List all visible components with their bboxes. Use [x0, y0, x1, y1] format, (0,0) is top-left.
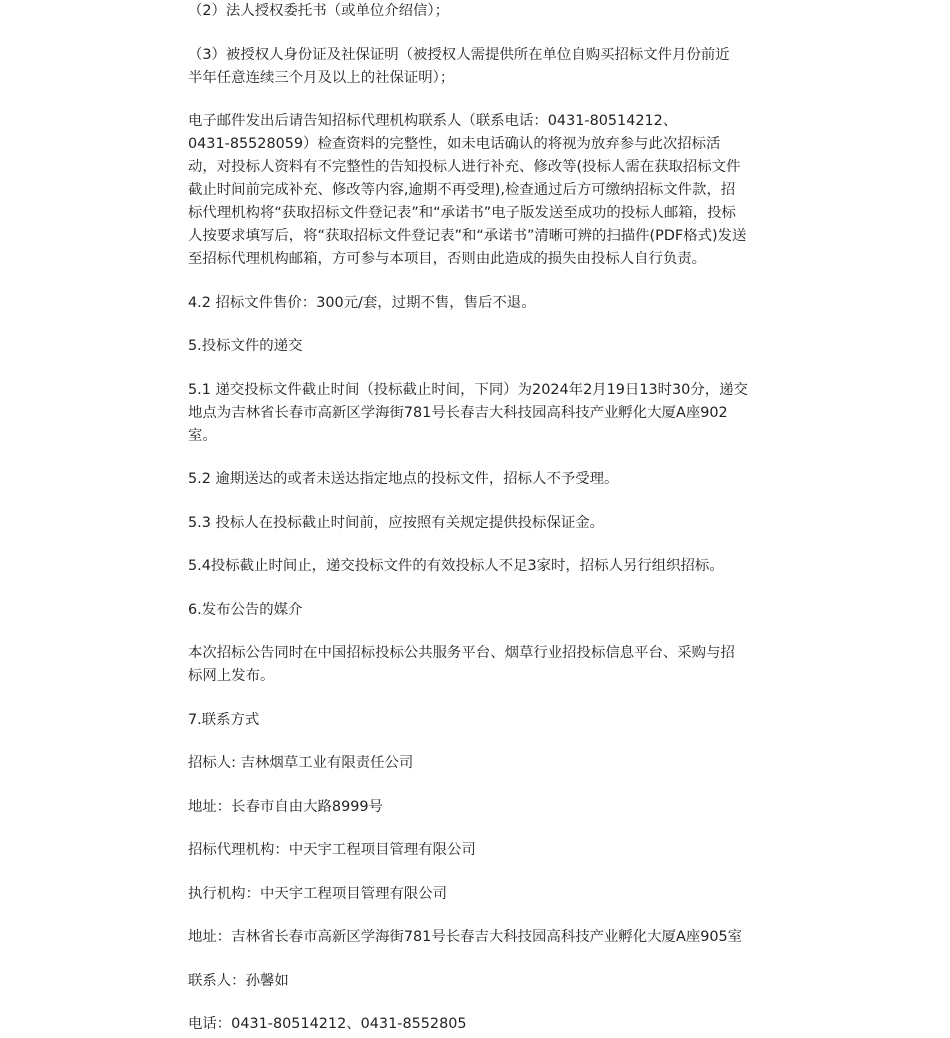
- document-body: [188, 0, 766, 1036]
- text-line: 5.2 逾期送达的或者未送达指定地点的投标文件，招标人不予受理。: [188, 471, 619, 487]
- text-line: 4.2 招标文件售价：300元/套，过期不售，售后不退。: [188, 294, 536, 311]
- text-line: 至招标代理机构邮箱，方可参与本项目，否则由此造成的损失由投标人自行负责。: [188, 251, 707, 267]
- text-line: 5.3 投标人在投标截止时间前，应按照有关规定提供投标保证金。: [188, 514, 605, 531]
- text-line: 人按要求填写后，将“获取招标文件登记表”和“承诺书”清晰可辨的扫描件(PDF格式)发送: [188, 228, 747, 244]
- text-line: 5.4投标截止时间止，递交投标文件的有效投标人不足3家时，招标人另行组织招标。: [188, 558, 724, 574]
- text-line: 地点为吉林省长春市高新区学海街781号长春吉大科技园高科技产业孵化大厦A座902: [188, 404, 728, 421]
- contact-executor: 执行机构：中天宇工程项目管理有限公司: [188, 885, 448, 902]
- text-line: 截止时间前完成补充、修改等内容,逾期不再受理),检查通过后方可缴纳招标文件款，招: [188, 182, 736, 198]
- text-line: 5.1 递交投标文件截止时间（投标截止时间，下同）为2024年2月19日13时30分，递交: [188, 381, 748, 398]
- text-line: 动，对投标人资料有不完整性的告知投标人进行补充、修改等(投标人需在获取招标文件: [188, 159, 741, 175]
- section-heading: 6.发布公告的媒介: [188, 601, 303, 618]
- text-line: 室。: [188, 427, 217, 444]
- contact-tenderer: 招标人: 吉林烟草工业有限责任公司: [188, 755, 414, 771]
- contact-agency-address: 地址：吉林省长春市高新区学海街781号长春吉大科技园高科技产业孵化大厦A座905室: [188, 929, 743, 945]
- text-line: （3）被授权人身份证及社保证明（被授权人需提供所在单位自购买招标文件月份前近: [188, 46, 730, 63]
- section-heading: 7.联系方式: [188, 711, 260, 728]
- contact-agency: 招标代理机构：中天宇工程项目管理有限公司: [188, 842, 476, 858]
- contact-address: 地址：长春市自由大路8999号: [188, 798, 383, 815]
- text-line: 标代理机构将“获取招标文件登记表”和“承诺书”电子版发送至成功的投标人邮箱，投标: [188, 205, 736, 221]
- text-line: 电子邮件发出后请告知招标代理机构联系人（联系电话：0431-80514212、: [188, 113, 678, 129]
- text-line: 本次招标公告同时在中国招标投标公共服务平台、烟草行业招投标信息平台、采购与招: [188, 645, 735, 661]
- section-heading: 5.投标文件的递交: [188, 338, 303, 354]
- text-line: 标网上发布。: [188, 668, 275, 684]
- contact-phone: 电话：0431-80514212、0431-8552805: [188, 1016, 467, 1032]
- text-line: 半年任意连续三个月及以上的社保证明）；: [188, 69, 455, 86]
- text-line: 0431-85528059）检查资料的完整性，如未电话确认的将视为放弃参与此次招标活: [188, 136, 721, 152]
- text-line: （2）法人授权委托书（或单位介绍信）；: [188, 3, 449, 19]
- contact-person: 联系人：孙馨如: [188, 972, 289, 989]
